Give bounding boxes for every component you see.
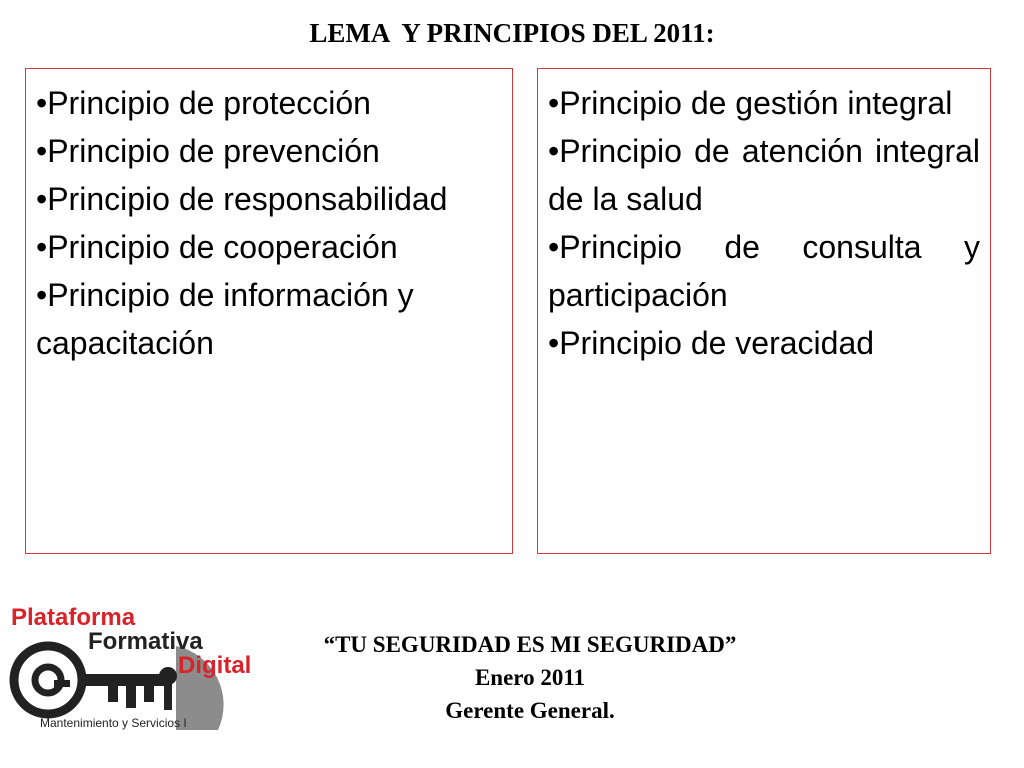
list-item: [548, 127, 980, 223]
logo-text-formativa: Formativa: [88, 628, 203, 655]
list-item: [548, 79, 980, 127]
list-item: [548, 319, 980, 367]
list-item: [36, 175, 502, 223]
principle-text: Principio de gestión integral: [559, 85, 953, 121]
bullet: •: [548, 133, 560, 169]
footer: [280, 628, 780, 727]
principle-text: Principio de información y capacitación: [36, 277, 414, 361]
company-logo: [8, 604, 270, 738]
bullet: •: [36, 277, 48, 313]
list-item: [548, 223, 980, 319]
bullet: •: [548, 325, 560, 361]
list-item: [36, 79, 502, 127]
bullet: •: [36, 85, 48, 121]
principles-panel-left: [25, 68, 513, 554]
bullet: •: [548, 229, 560, 265]
principle-text: Principio de responsabilidad: [47, 181, 448, 217]
principle-text: Principio de atención integral de la salud: [548, 133, 980, 217]
principle-text: Principio de protección: [47, 85, 371, 121]
principles-list-left: [36, 79, 502, 367]
principle-text: Principio de consulta y participación: [548, 229, 980, 313]
logo-subtitle: Mantenimiento y Servicios I: [40, 716, 187, 730]
footer-signature: Gerente General.: [445, 698, 615, 723]
list-item: [36, 271, 502, 367]
bullet: •: [36, 133, 48, 169]
list-item: [36, 127, 502, 175]
principle-text: Principio de veracidad: [559, 325, 875, 361]
bullet: •: [548, 85, 560, 121]
principle-text: Principio de cooperación: [47, 229, 398, 265]
bullet: •: [36, 181, 48, 217]
principles-list-right: [548, 79, 980, 367]
bullet: •: [36, 229, 48, 265]
principles-panel-right: [537, 68, 991, 554]
footer-date: Enero 2011: [474, 665, 586, 690]
page-title: LEMA Y PRINCIPIOS DEL 2011:: [309, 18, 715, 48]
list-item: [36, 223, 502, 271]
logo-text-digital: Digital: [178, 652, 252, 679]
logo-text-plataforma: Plataforma: [11, 604, 136, 631]
principle-text: Principio de prevención: [47, 133, 380, 169]
slogan: “TU SEGURIDAD ES MI SEGURIDAD”: [323, 632, 737, 657]
